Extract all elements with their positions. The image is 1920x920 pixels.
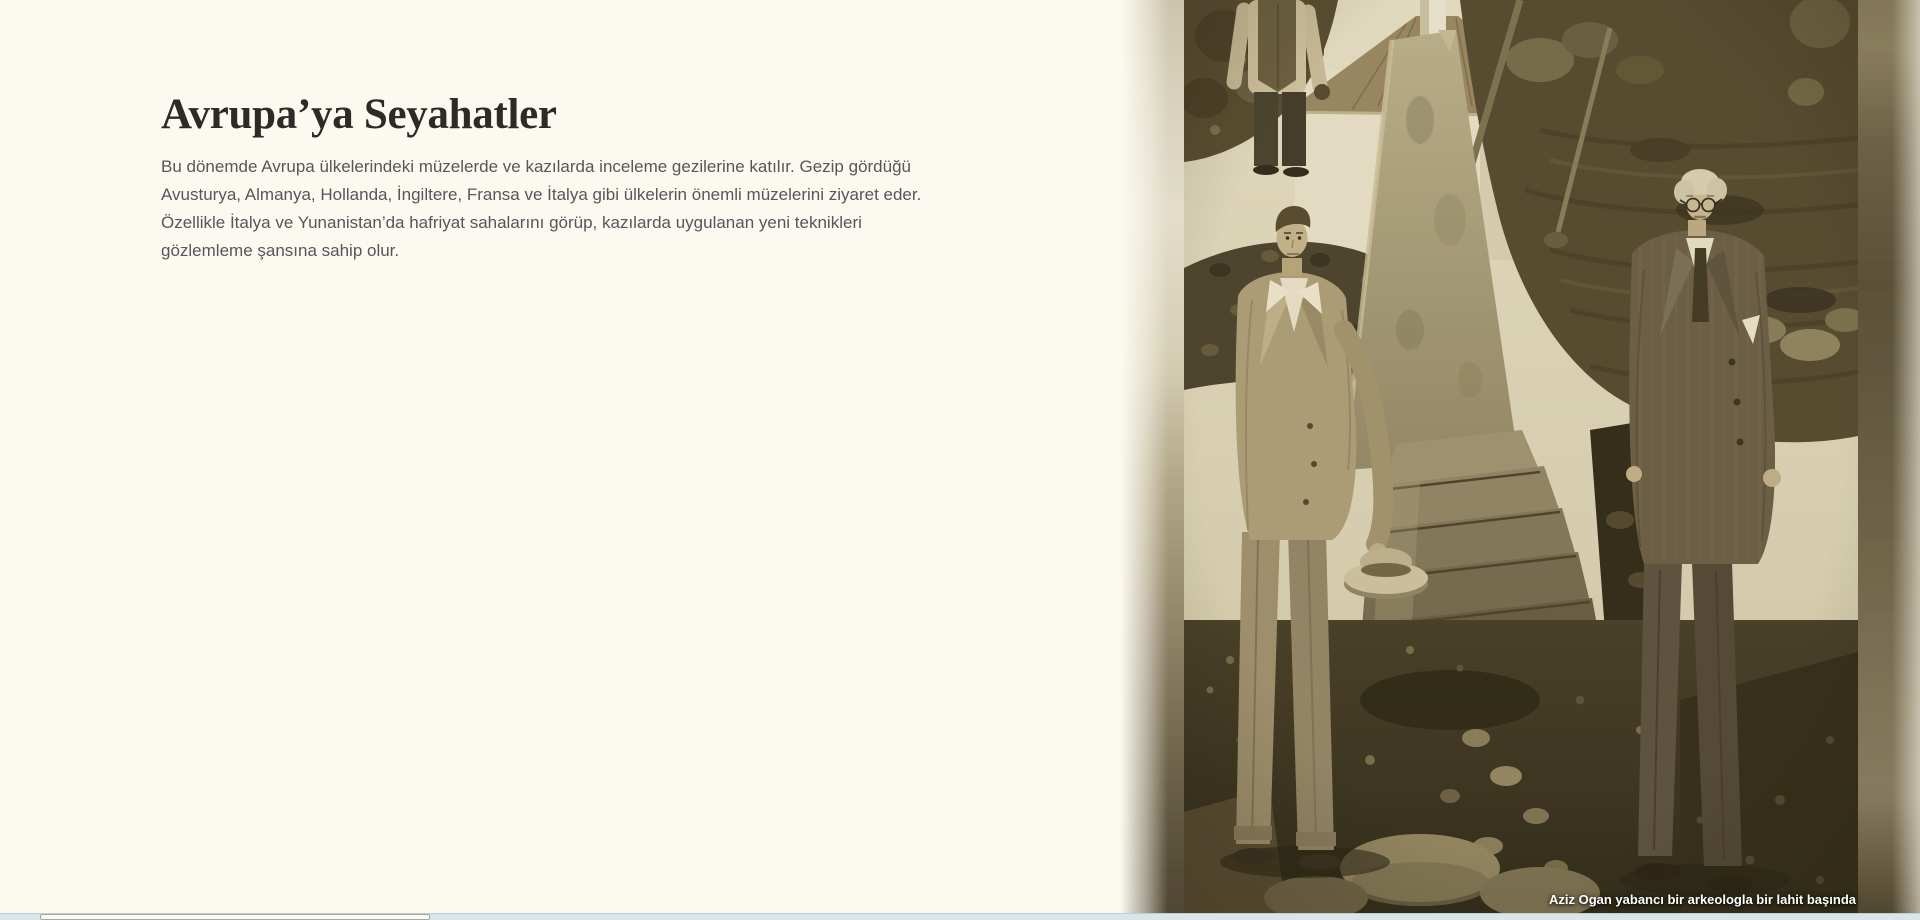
section-title: Avrupa’ya Seyahatler xyxy=(161,91,557,138)
text-panel xyxy=(161,90,953,265)
section-body: Bu dönemde Avrupa ülkelerindeki müzelerde ve kazılarda inceleme gezilerine katılır. Gezip gördüğü Avusturya, Almanya, Hollanda, İngiltere, Fransa ve İtalya gibi ülkelerin önemli müzelerini ziyaret eder. Özellikle İtalya ve Yunanistan’da hafriyat sahalarını görüp, kazılarda uygulanan yeni teknikleri gözlemleme şansına sahip olur. xyxy=(161,156,922,260)
horizontal-scrollbar-thumb[interactable] xyxy=(40,914,430,920)
horizontal-scrollbar[interactable] xyxy=(0,913,1920,920)
excavation-photo-illustration xyxy=(1120,0,1920,913)
photo-panel[interactable] xyxy=(1120,0,1920,913)
photo-caption: Aziz Ogan yabancı bir arkeologla bir lahit başında xyxy=(1548,892,1856,907)
